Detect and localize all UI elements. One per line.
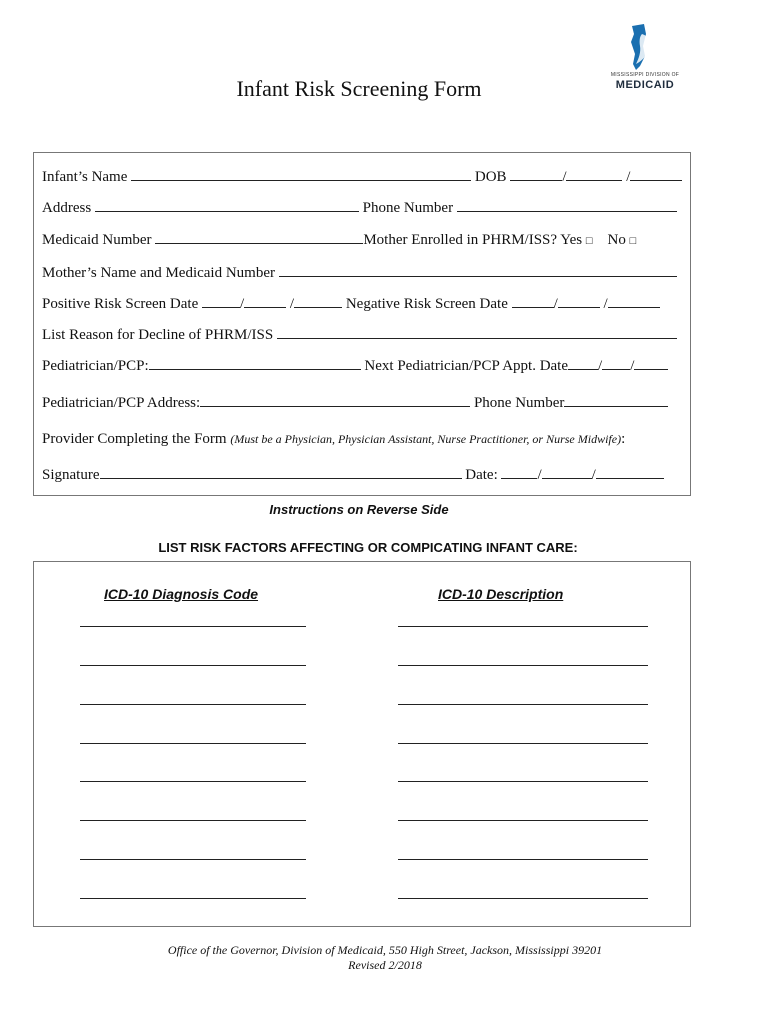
pcp-address-label: Pediatrician/PCP Address:: [42, 395, 201, 411]
logo-name: MEDICAID: [615, 79, 675, 91]
icd-code-line[interactable]: [80, 898, 306, 899]
icd-code-line[interactable]: [80, 704, 306, 705]
row-medicaid: [42, 231, 636, 250]
icd-code-header: ICD-10 Diagnosis Code: [104, 586, 259, 602]
sig-month-field[interactable]: [501, 466, 537, 479]
signature-label: Signature: [42, 467, 100, 483]
phone-field[interactable]: [457, 199, 677, 212]
date-slash: /: [239, 296, 245, 312]
row-screen-dates: [42, 295, 660, 313]
instructions-note: Instructions on Reverse Side: [269, 502, 449, 517]
dob-slash: /: [562, 169, 567, 185]
no-checkbox[interactable]: □: [629, 235, 637, 247]
positive-screen-label: Positive Risk Screen Date: [42, 296, 199, 312]
icd-description-header: ICD-10 Description: [438, 586, 564, 602]
mother-name-label: Mother’s Name and Medicaid Number: [42, 265, 275, 281]
decline-reason-field[interactable]: [277, 326, 677, 339]
icd-code-line[interactable]: [80, 626, 306, 627]
row-mother-name: [42, 264, 677, 282]
next-appt-label: Next Pediatrician/PCP Appt. Date: [364, 358, 569, 374]
icd-description-line[interactable]: [398, 781, 648, 782]
provider-label: Provider Completing the Form: [42, 431, 227, 447]
sig-year-field[interactable]: [596, 466, 664, 479]
icd-code-line[interactable]: [80, 743, 306, 744]
yes-label: Yes: [560, 232, 583, 248]
provider-colon: :: [621, 431, 626, 447]
infant-name-label: Infant’s Name: [42, 169, 128, 185]
mother-name-field[interactable]: [279, 264, 677, 277]
positive-year-field[interactable]: [294, 295, 342, 308]
date-slash: /: [537, 467, 542, 483]
positive-month-field[interactable]: [202, 295, 240, 308]
medicaid-number-label: Medicaid Number: [42, 232, 152, 248]
icd-description-line[interactable]: [398, 859, 648, 860]
icd-description-line[interactable]: [398, 704, 648, 705]
icd-description-line[interactable]: [398, 743, 648, 744]
appt-day-field[interactable]: [602, 357, 630, 370]
decline-reason-label: List Reason for Decline of PHRM/ISS: [42, 327, 274, 343]
phone-label: Phone Number: [362, 200, 454, 216]
dob-label: DOB: [474, 169, 507, 185]
date-slash: /: [603, 296, 608, 312]
pediatrician-field[interactable]: [149, 357, 361, 370]
negative-day-field[interactable]: [558, 295, 600, 308]
address-label: Address: [42, 200, 92, 216]
row-decline: [42, 326, 677, 344]
pcp-address-field[interactable]: [200, 394, 470, 407]
icd-code-line[interactable]: [80, 665, 306, 666]
logo-subtitle: MISSISSIPPI DIVISION OF: [610, 72, 680, 78]
footer-revised: Revised 2/2018: [348, 958, 422, 972]
icd-description-line[interactable]: [398, 898, 648, 899]
icd-description-line[interactable]: [398, 820, 648, 821]
row-pcp-address: [42, 394, 668, 412]
provider-note: (Must be a Physician, Physician Assistant, Nurse Practitioner, or Nurse Midwife): [230, 432, 622, 446]
date-slash: /: [289, 296, 295, 312]
risk-factors-heading: LIST RISK FACTORS AFFECTING OR COMPICATING INFANT CARE:: [158, 540, 578, 555]
sig-day-field[interactable]: [542, 466, 592, 479]
yes-checkbox[interactable]: □: [585, 235, 593, 247]
medicaid-number-field[interactable]: [155, 231, 363, 244]
page-title: Infant Risk Screening Form: [236, 76, 482, 101]
date-label: Date:: [465, 467, 498, 483]
date-slash: /: [630, 358, 635, 374]
icd-code-line[interactable]: [80, 820, 306, 821]
infant-name-field[interactable]: [131, 168, 471, 181]
negative-screen-label: Negative Risk Screen Date: [345, 296, 508, 312]
mother-enrolled-label: Mother Enrolled in PHRM/ISS?: [363, 232, 558, 248]
icd-description-line[interactable]: [398, 626, 648, 627]
date-slash: /: [591, 467, 596, 483]
date-slash: /: [598, 358, 603, 374]
dob-year-field[interactable]: [630, 168, 682, 181]
phone2-label: Phone Number: [473, 395, 565, 411]
infant-info-section: [33, 152, 691, 496]
date-slash: /: [553, 296, 558, 312]
no-label: No: [607, 232, 626, 248]
icd-code-line[interactable]: [80, 781, 306, 782]
icd-code-line[interactable]: [80, 859, 306, 860]
row-pediatrician: [42, 357, 668, 375]
signature-field[interactable]: [100, 466, 462, 479]
footer-address: Office of the Governor, Division of Medicaid, 550 High Street, Jackson, Mississippi 39201: [167, 943, 603, 957]
pediatrician-label: Pediatrician/PCP:: [42, 358, 149, 374]
appt-month-field[interactable]: [568, 357, 598, 370]
medicaid-logo: [602, 20, 682, 100]
appt-year-field[interactable]: [634, 357, 668, 370]
row-address: [42, 199, 677, 217]
dob-day-field[interactable]: [566, 168, 622, 181]
negative-year-field[interactable]: [608, 295, 660, 308]
positive-day-field[interactable]: [244, 295, 286, 308]
mississippi-state-logo-icon: [602, 20, 682, 72]
row-signature: [42, 466, 664, 484]
risk-factors-section: [33, 561, 691, 927]
address-field[interactable]: [95, 199, 359, 212]
row-provider: [42, 430, 625, 448]
phone2-field[interactable]: [564, 394, 668, 407]
dob-slash: /: [626, 169, 631, 185]
dob-month-field[interactable]: [510, 168, 562, 181]
negative-month-field[interactable]: [512, 295, 554, 308]
row-infant-name: [42, 168, 682, 186]
icd-description-line[interactable]: [398, 665, 648, 666]
